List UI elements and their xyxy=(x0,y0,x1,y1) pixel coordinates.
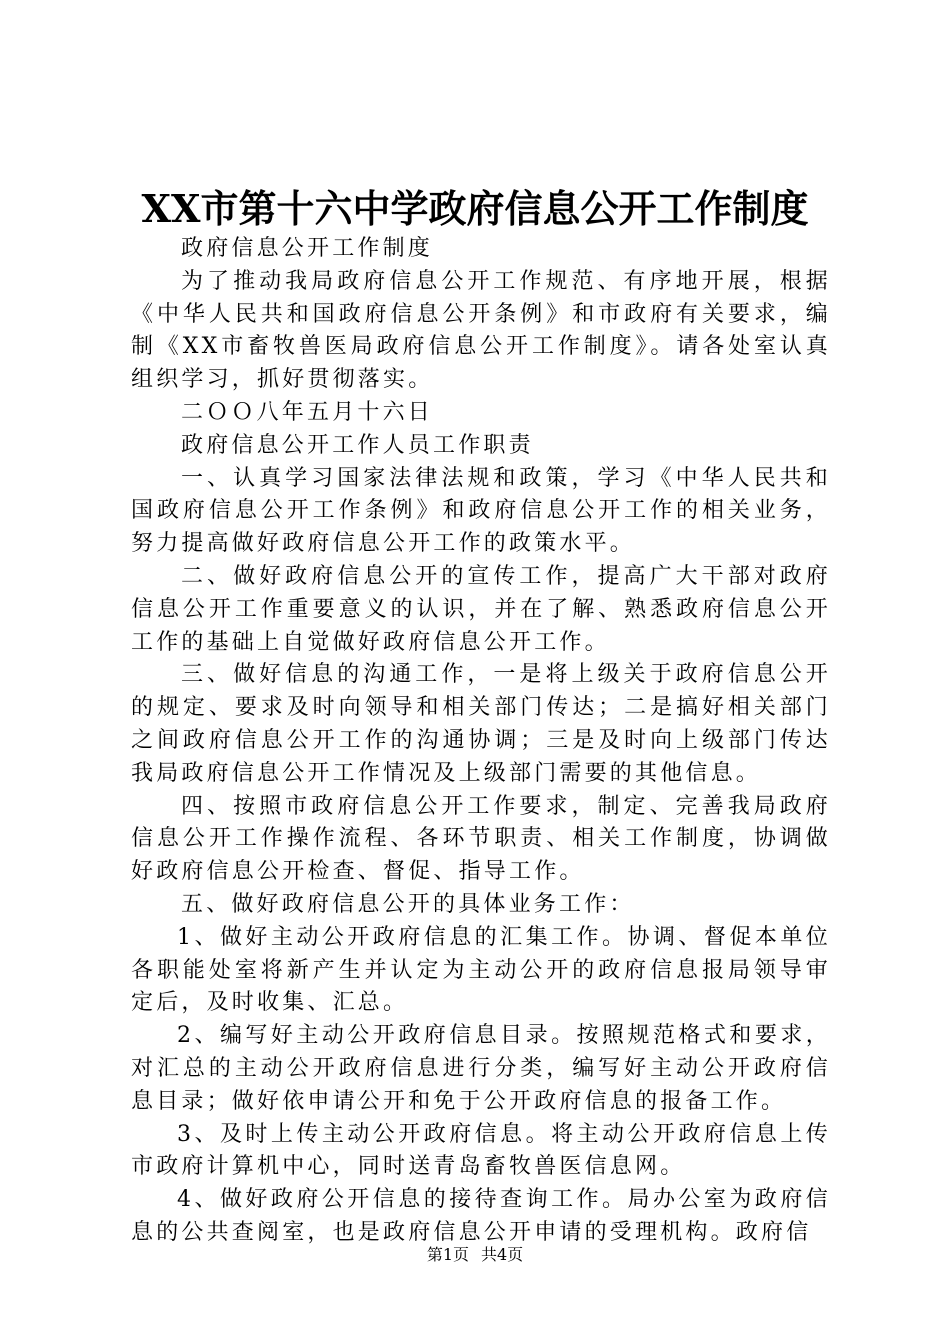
paragraph-sub-4: 4、做好政府公开信息的接待查询工作。局办公室为政府信息的公共查阅室，也是政府信息公开申请的受理机构。政府信 xyxy=(131,1187,831,1245)
paragraph-item-5: 五、做好政府信息公开的具体业务工作： xyxy=(181,891,635,917)
page-number: 第1页 xyxy=(426,1245,469,1264)
paragraph-item-1: 一、认真学习国家法律法规和政策，学习《中华人民共和国政府信息公开工作条例》和政府信息公开工作的相关业务，努力提高做好政府信息公开工作的政策水平。 xyxy=(131,465,831,557)
paragraph-item-3: 三、做好信息的沟通工作，一是将上级关于政府信息公开的规定、要求及时向领导和相关部门传达；二是搞好相关部门之间政府信息公开工作的沟通协调；三是及时向上级部门传达我局政府信息公开工作情况及上级部门需要的其他信息。 xyxy=(131,662,831,786)
paragraph-sub-1: 1、做好主动公开政府信息的汇集工作。协调、督促本单位各职能处室将新产生并认定为主动公开的政府信息报局领导审定后，及时收集、汇总。 xyxy=(131,924,831,1016)
paragraph-sub-3: 3、及时上传主动公开政府信息。将主动公开政府信息上传市政府计算机中心，同时送青岛畜牧兽医信息网。 xyxy=(131,1121,831,1180)
document-body xyxy=(131,233,831,1250)
paragraph-item-4: 四、按照市政府信息公开工作要求，制定、完善我局政府信息公开工作操作流程、各环节职责、相关工作制度，协调做好政府信息公开检查、督促、指导工作。 xyxy=(131,793,831,885)
paragraph-date: 二ＯＯ八年五月十六日 xyxy=(181,399,434,425)
paragraph-intro: 为了推动我局政府信息公开工作规范、有序地开展，根据《中华人民共和国政府信息公开条例》和市政府有关要求，编制《XX市畜牧兽医局政府信息公开工作制度》。请各处室认真组织学习，抓好贯彻落实。 xyxy=(131,268,831,393)
paragraph-item-2: 二、做好政府信息公开的宣传工作，提高广大干部对政府信息公开工作重要意义的认识，并在了解、熟悉政府信息公开工作的基础上自觉做好政府信息公开工作。 xyxy=(131,563,831,655)
paragraph-sub-2: 2、编写好主动公开政府信息目录。按照规范格式和要求，对汇总的主动公开政府信息进行分类，编写好主动公开政府信息目录；做好依申请公开和免于公开政府信息的报备工作。 xyxy=(131,1023,831,1114)
paragraph-duties-heading: 政府信息公开工作人员工作职责 xyxy=(181,432,534,458)
page-footer xyxy=(0,1244,950,1266)
page-total: 共4页 xyxy=(481,1245,524,1264)
document-title: XX市第十六中学政府信息公开工作制度 xyxy=(141,186,809,231)
paragraph-subtitle: 政府信息公开工作制度 xyxy=(181,236,434,261)
